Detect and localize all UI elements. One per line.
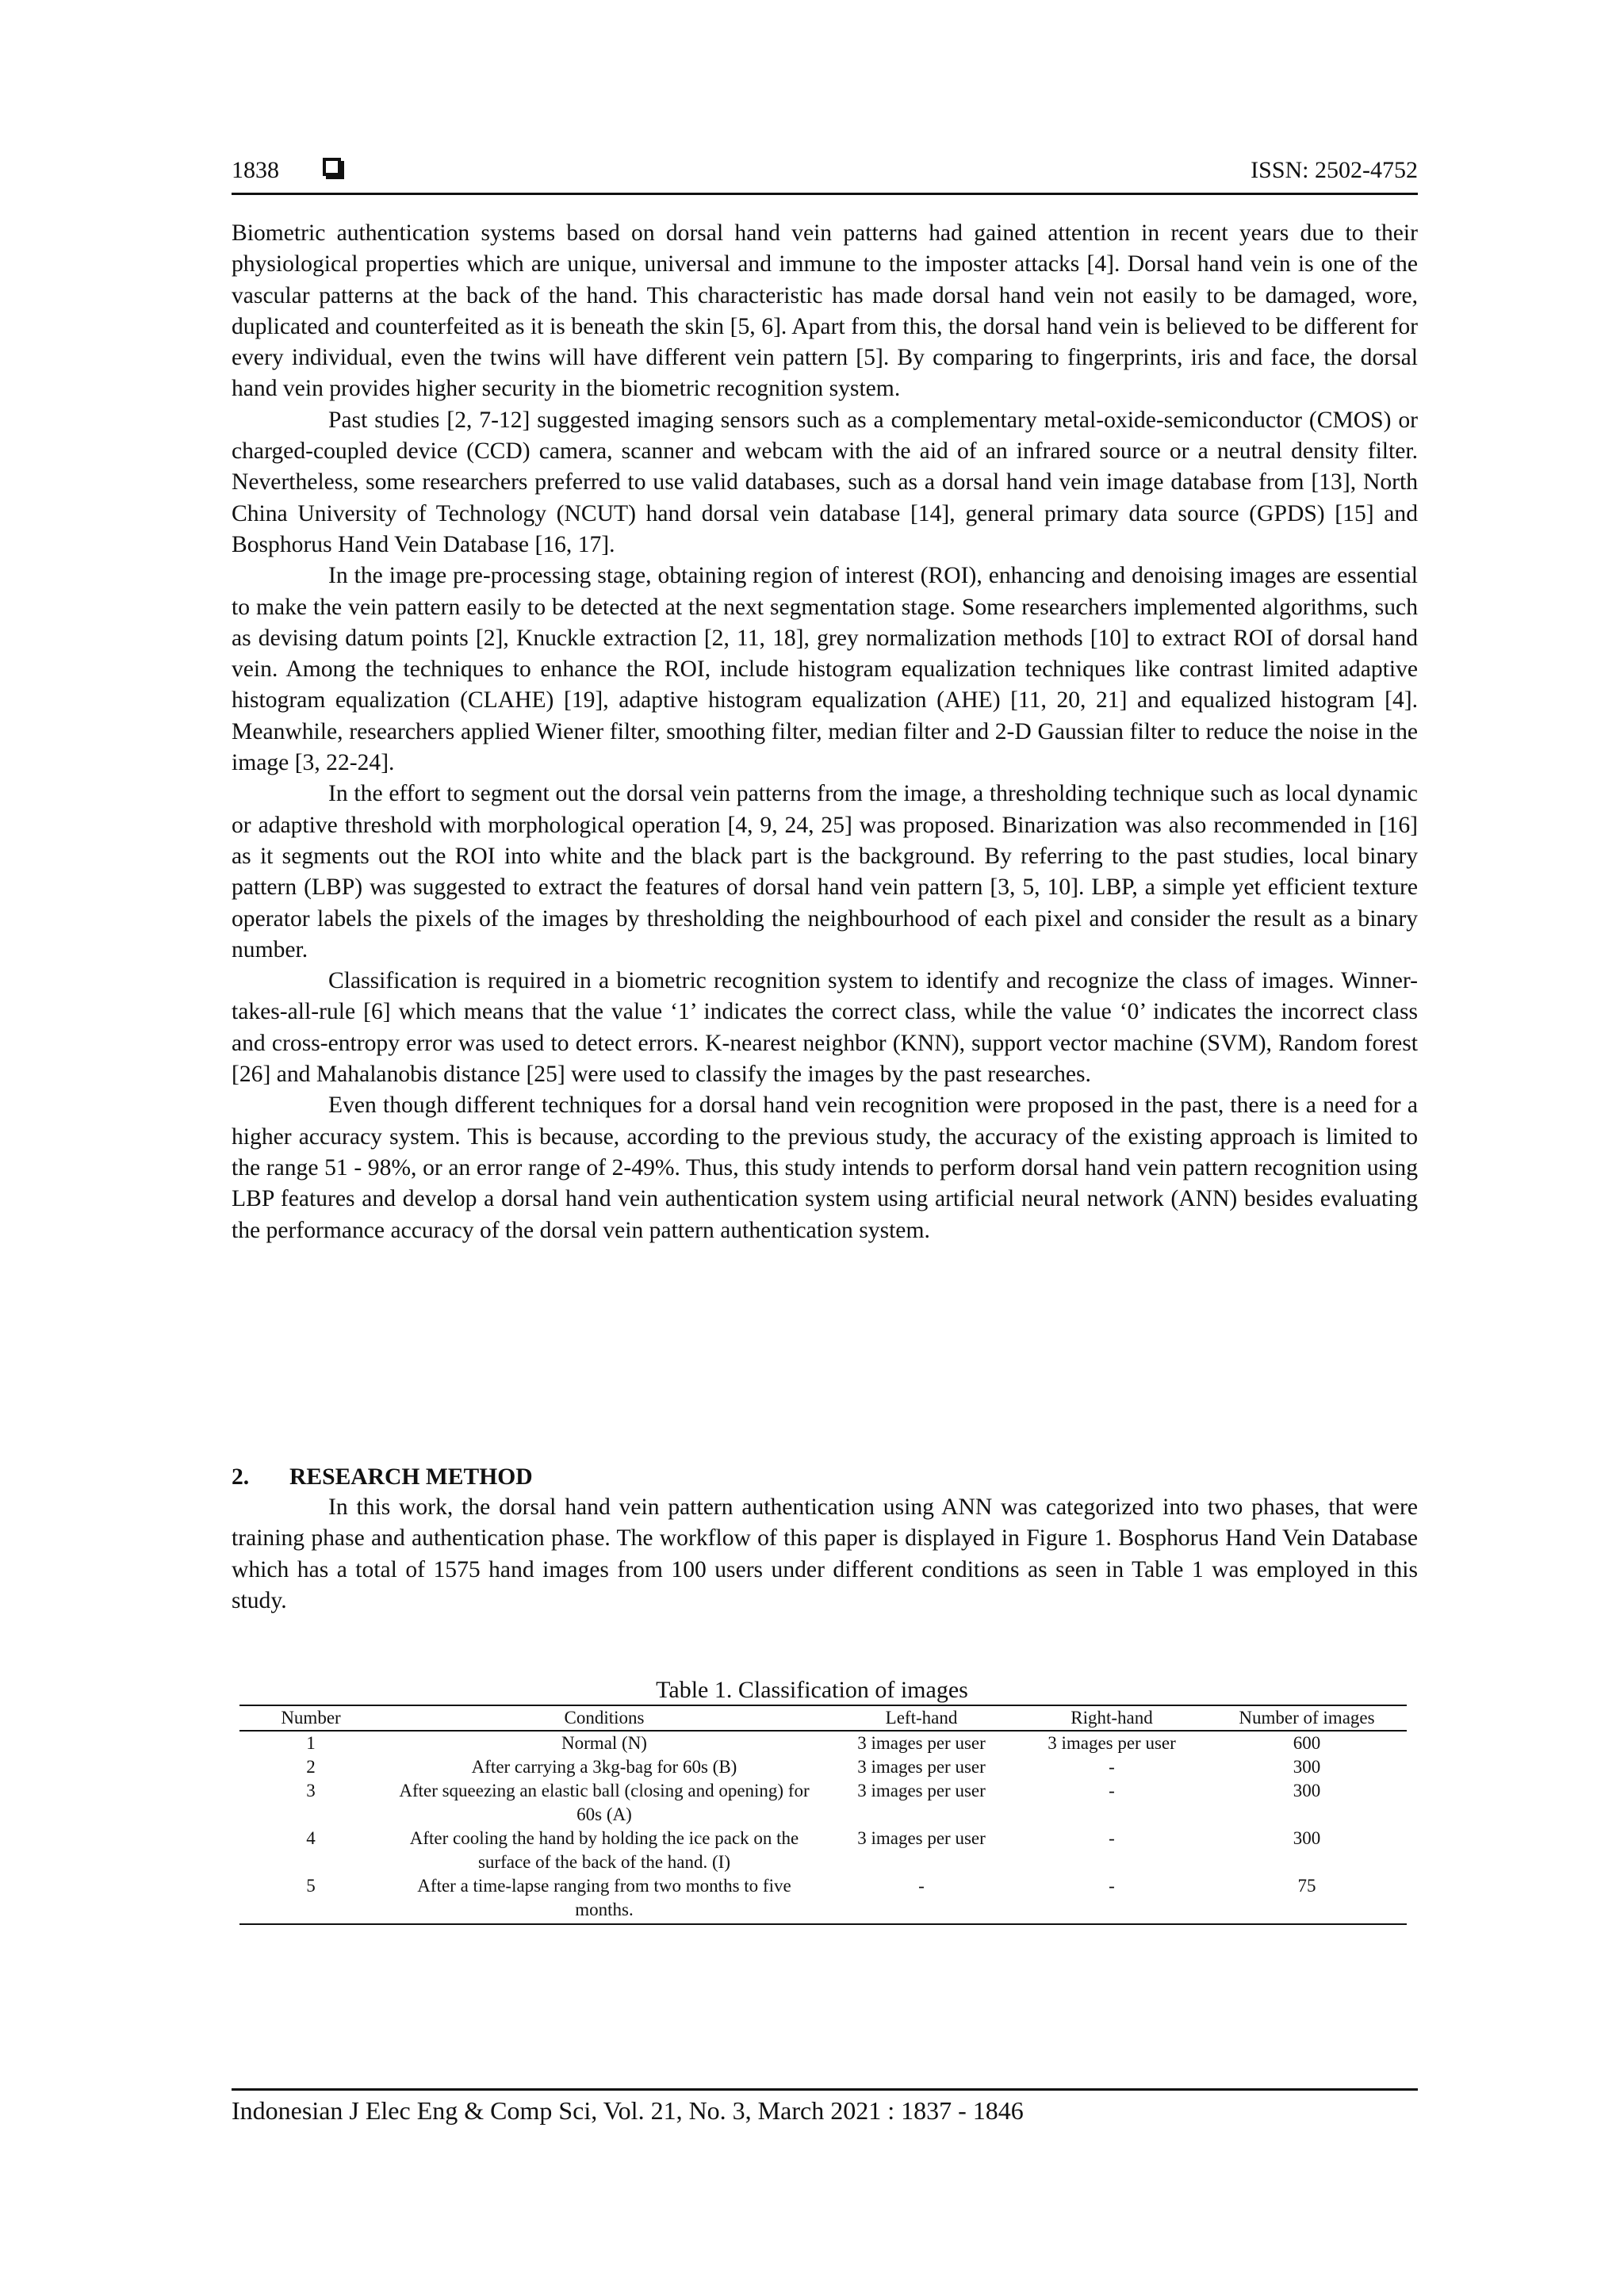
section-title: RESEARCH METHOD (289, 1464, 533, 1490)
cell-count: 75 (1207, 1874, 1407, 1924)
cell-left-hand: 3 images per user (857, 1733, 986, 1753)
issn-label: ISSN: 2502-4752 (1251, 157, 1418, 183)
table-row (239, 1755, 1407, 1779)
table-header-row (239, 1705, 1407, 1731)
intro-text (232, 218, 1418, 1246)
cell-condition: After a time-lapse ranging from two months to five months. (382, 1874, 826, 1924)
cell-left-hand: - (826, 1874, 1017, 1924)
cell-right-hand: - (1017, 1874, 1207, 1924)
cell-count: 300 (1293, 1828, 1321, 1848)
page-header (232, 155, 1418, 196)
header-number: Number (239, 1705, 382, 1731)
cell-number: 2 (306, 1757, 316, 1777)
cell-left-hand: 3 images per user (857, 1828, 986, 1848)
cell-condition: Normal (N) (561, 1733, 647, 1753)
section-text (232, 1492, 1418, 1617)
intro-paragraph: Biometric authentication systems based on dorsal hand vein patterns had gained attention in recent years due to their physiological properties which are unique, universal and immune to the imposter attacks [4]. Dorsal hand vein is one of the vascular patterns at the back of the hand. This characteristic has made dorsal hand vein not easily to be damaged, wore, duplicated and counterfeited as it is beneath the skin [5, 6]. Apart from this, the dorsal hand vein is believed to be different for every individual, even the twins will have different vein pattern [5]. By comparing to fingerprints, iris and face, the dorsal hand vein provides higher security in the biometric recognition system. (232, 220, 1418, 402)
journal-citation: Indonesian J Elec Eng & Comp Sci, Vol. 21, No. 3, March 2021 : 1837 - 1846 (232, 2096, 1024, 2125)
section-heading (232, 1461, 533, 1493)
table-row (239, 1874, 1407, 1924)
cell-right-hand: - (1109, 1781, 1115, 1800)
cell-condition: After squeezing an elastic ball (closing and opening) for 60s (A) (399, 1781, 810, 1824)
cell-condition: After cooling the hand by holding the ice pack on the surface of the back of the hand. (I) (409, 1828, 799, 1872)
section-paragraph: In this work, the dorsal hand vein pattern authentication using ANN was categorized into two phases, that were training phase and authentication phase. The workflow of this paper is displayed in Figure 1. Bosphorus Hand Vein Database which has a total of 1575 hand images from 100 users under different conditions as seen in Table 1 was employed in this study. (232, 1494, 1418, 1613)
intro-paragraph: Classification is required in a biometric recognition system to identify and recognize the class of images. Winner-takes-all-rule [6] which means that the value ‘1’ indicates the correct class, while the value ‘0’ indicates the incorrect class and cross-entropy error was used to detect errors. K-nearest neighbor (KNN), support vector machine (SVM), Random forest [26] and Mahalanobis distance [25] were used to classify the images by the past researches. (232, 968, 1418, 1088)
classification-table (239, 1705, 1407, 1925)
cell-count: 600 (1293, 1733, 1321, 1753)
cell-left-hand: 3 images per user (857, 1757, 986, 1777)
header-left-hand: Left-hand (826, 1705, 1017, 1731)
section-number: 2. (232, 1464, 250, 1490)
intro-paragraph: Even though different techniques for a dorsal hand vein recognition were proposed in the past, there is a need for a higher accuracy system. This is because, according to the previous study, the accuracy of the existing approach is limited to the range 51 - 98%, or an error range of 2-49%. Thus, this study intends to perform dorsal hand vein pattern recognition using LBP features and develop a dorsal hand vein authentication system using artificial neural network (ANN) besides evaluating the performance accuracy of the dorsal vein pattern authentication system. (232, 1093, 1418, 1243)
cell-right-hand: 3 images per user (1048, 1733, 1176, 1753)
table-row (239, 1779, 1407, 1827)
cell-number: 4 (306, 1828, 316, 1848)
cell-count: 300 (1293, 1781, 1321, 1800)
cell-number: 3 (306, 1781, 316, 1800)
intro-paragraph: Past studies [2, 7-12] suggested imaging sensors such as a complementary metal-oxide-semiconductor (CMOS) or charged-coupled device (CCD) camera, scanner and webcam with the aid of an infrared source or a neutral density filter. Nevertheless, some researchers preferred to use valid databases, such as a dorsal hand vein image database from [13], North China University of Technology (NCUT) hand dorsal vein database [14], general primary data source (GPDS) [15] and Bosphorus Hand Vein Database [16, 17]. (232, 407, 1418, 557)
checkbox-bullet-icon (323, 158, 341, 176)
header-number-of-images: Number of images (1207, 1705, 1407, 1731)
header-rule (232, 193, 1418, 195)
intro-paragraph: In the effort to segment out the dorsal vein patterns from the image, a thresholding technique such as local dynamic or adaptive threshold with morphological operation [4, 9, 24, 25] was proposed. Binarization was also recommended in [16] as it segments out the ROI into white and the black part is the background. By referring to the past studies, local binary pattern (LBP) was suggested to extract the features of dorsal hand vein pattern [3, 5, 10]. LBP, a simple yet efficient texture operator labels the pixels of the images by thresholding the neighbourhood of each pixel and consider the result as a binary number. (232, 781, 1418, 962)
table-caption: Table 1. Classification of images (656, 1677, 968, 1703)
cell-left-hand: 3 images per user (857, 1781, 986, 1800)
table-row (239, 1731, 1407, 1755)
intro-paragraph: In the image pre-processing stage, obtaining region of interest (ROI), enhancing and denoising images are essential to make the vein pattern easily to be detected at the next segmentation stage. Some researchers implemented algorithms, such as devising datum points [2], Knuckle extraction [2, 11, 18], grey normalization methods [10] to extract ROI of dorsal hand vein. Among the techniques to enhance the ROI, include histogram equalization techniques like contrast limited adaptive histogram equalization (CLAHE) [19], adaptive histogram equalization (AHE) [11, 20, 21] and equalized histogram [4]. Meanwhile, researchers applied Wiener filter, smoothing filter, median filter and 2-D Gaussian filter to reduce the noise in the image [3, 22-24]. (232, 563, 1418, 776)
cell-number: 1 (306, 1733, 316, 1753)
page-number: 1838 (232, 157, 279, 183)
header-right-hand: Right-hand (1017, 1705, 1207, 1731)
cell-count: 300 (1293, 1757, 1321, 1777)
header-conditions: Conditions (382, 1705, 826, 1731)
cell-number: 5 (239, 1874, 382, 1924)
table-row (239, 1827, 1407, 1874)
cell-right-hand: - (1109, 1757, 1115, 1777)
cell-condition: After carrying a 3kg-bag for 60s (B) (471, 1757, 737, 1777)
footer-rule (232, 2088, 1418, 2091)
cell-right-hand: - (1109, 1828, 1115, 1848)
